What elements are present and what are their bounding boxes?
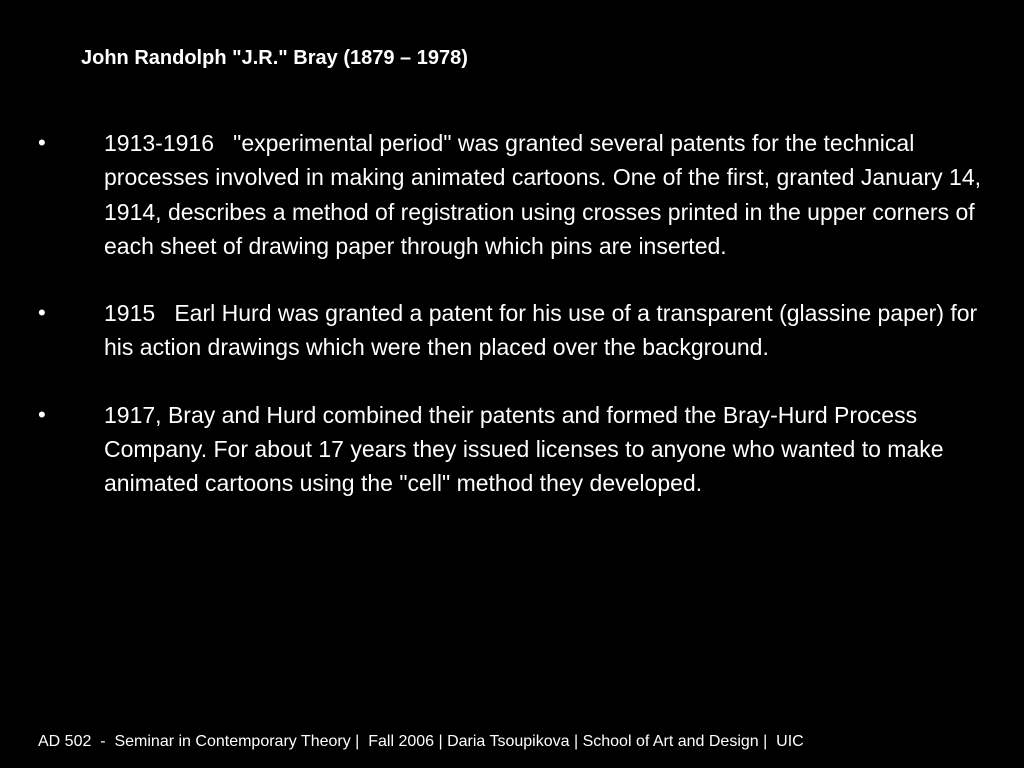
bullet-marker: •: [38, 300, 46, 326]
bullet-marker: •: [38, 130, 46, 155]
slide-title: John Randolph "J.R." Bray (1879 – 1978): [81, 47, 468, 69]
bullet-item: [0, 126, 1024, 263]
bullet-item: [0, 296, 1024, 365]
bullet-text: 1913-1916 "experimental period" was granted several patents for the technical processes involved in making animated cartoons. One of the first, granted January 14, 1914, describes a method of registration using crosses printed in the upper corners of each sheet of drawing paper through which pins are inserted.: [104, 130, 988, 259]
bullet-text: 1917, Bray and Hurd combined their patents and formed the Bray-Hurd Process Company. For about 17 years they issued licenses to anyone who wanted to make animated cartoons using the "cell" method they developed.: [104, 401, 950, 497]
bullet-marker: •: [38, 401, 46, 427]
bullet-text: 1915 Earl Hurd was granted a patent for his use of a transparent (glassine paper) for his action drawings which were then placed over the background.: [104, 300, 984, 361]
bullet-item: [0, 398, 1024, 501]
bullet-list: [0, 126, 1024, 534]
slide-footer: AD 502 - Seminar in Contemporary Theory | Fall 2006 | Daria Tsoupikova | School of Art and Design | UIC: [38, 733, 804, 750]
